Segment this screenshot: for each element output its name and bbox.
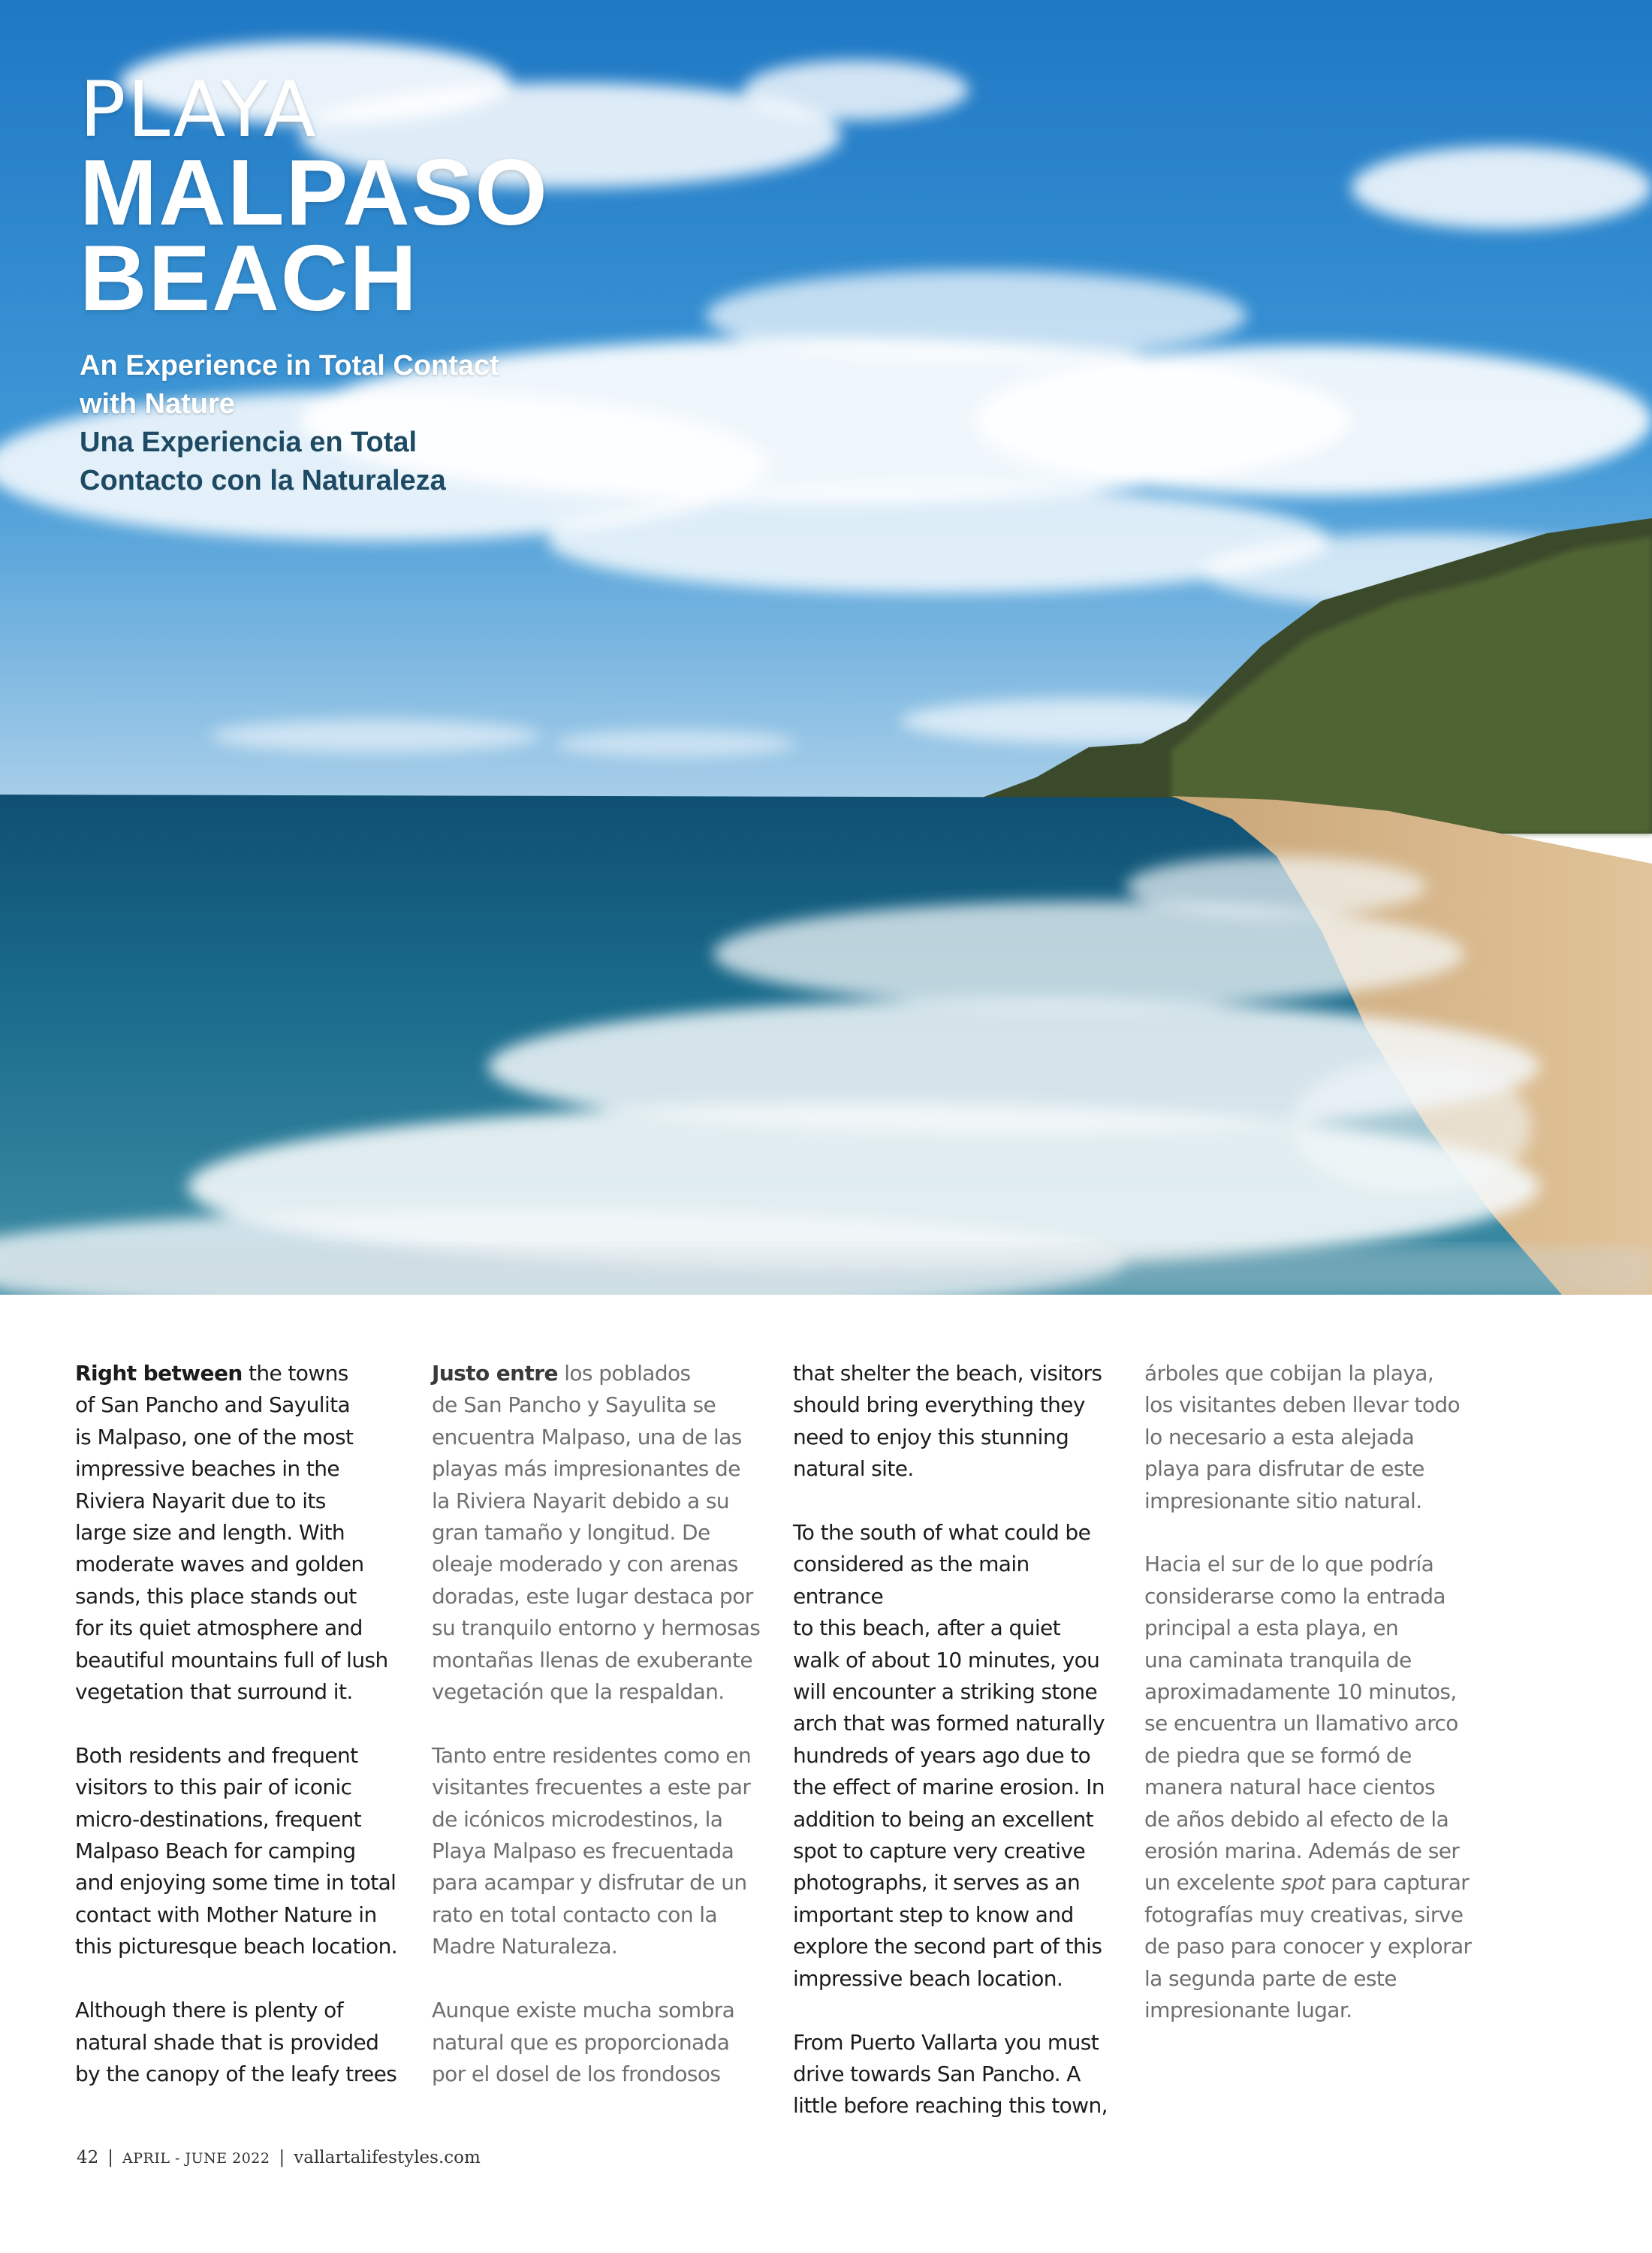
paragraph: Aunque existe mucha sombra natural que es proporcionada por el dosel de los frondosos: [432, 1998, 735, 2086]
english-column-2: [793, 1358, 1123, 2122]
paragraph: árboles que cobijan la playa, los visitantes deben llevar todo lo necesario a esta alejada playa para disfrutar de este impresionante sitio natural.: [1144, 1361, 1461, 1513]
paragraph: Both residents and frequent visitors to this pair of iconic micro-destinations, frequent Malpaso Beach for camping and enjoying some time in total contact with Mother Nature in this picturesque beach location.: [75, 1742, 398, 1959]
paragraph: [432, 1358, 762, 1708]
page-number: 42: [77, 2148, 99, 2167]
subtitle-es-line1: Una Experiencia en Total: [80, 427, 418, 458]
paragraph-text: Hacia el sur de lo que podría considerarse como la entrada principal a esta playa, en una caminata tranquila de aproximadamente 10 minutos, se encuentra un llamativo arco de piedra que se formó de manera natural hace cientos de años debido al efecto de la erosión marina. Además de ser un excelente: [1144, 1552, 1460, 1896]
spanish-column-1: [432, 1358, 762, 2090]
title-line-malpaso: MALPASO: [80, 141, 549, 245]
paragraph: [1144, 1549, 1475, 2026]
paragraph: Although there is plenty of natural shade that is provided by the canopy of the leafy trees: [75, 1998, 397, 2086]
italic-word: spot: [1280, 1870, 1325, 1896]
subtitle-es-line2: Contacto con la Naturaleza: [80, 465, 446, 496]
paragraph-text: the towns of San Pancho and Sayulita is Malpaso, one of the most impressive beaches in the Riviera Nayarit due to its large size and length. With moderate waves and golden sands, this place stands out for its quiet atmosphere and beautiful mountains full of lush vegetation that surround it.: [75, 1361, 388, 1705]
separator: |: [279, 2148, 285, 2167]
article-subtitle: [80, 347, 560, 500]
lead-in: Justo entre: [432, 1361, 558, 1386]
page-footer: [77, 2148, 481, 2167]
english-column-1: [75, 1358, 405, 2090]
paragraph: that shelter the beach, visitors should bring everything they need to enjoy this stunning natural site.: [793, 1361, 1102, 1482]
paragraph: To the south of what could be considered as the main entrance to this beach, after a quiet walk of about 10 minutes, you will encounter a striking stone arch that was formed naturally hundreds of years ago due to the effect of marine erosion. In addition to being an excellent spot to capture very creative photographs, it serves as an important step to know and explore the second part of this impressive beach location.: [793, 1520, 1105, 1991]
subtitle-en-line2: with Nature: [80, 388, 235, 420]
title-line-beach: BEACH: [80, 227, 418, 330]
paragraph: [75, 1358, 405, 1708]
paragraph-text: los poblados de San Pancho y Sayulita se encuentra Malpaso, una de las playas más impresionantes de la Riviera Nayarit debido a su gran tamaño y longitud. De oleaje moderado y con arenas doradas, este lugar destaca por su tranquilo entorno y hermosas montañas llenas de exuberante vegetación que la respaldan.: [432, 1361, 761, 1705]
subtitle-en-line1: An Experience in Total Contact: [80, 350, 499, 382]
spanish-column-2: [1144, 1358, 1475, 2027]
lead-in: Right between: [75, 1361, 243, 1386]
paragraph: Tanto entre residentes como en visitantes frecuentes a este par de icónicos microdestinos, la Playa Malpaso es frecuentada para acampar y disfrutar de un rato en total contacto con la Madre Naturaleza.: [432, 1742, 752, 1959]
title-line-playa: PLAYA: [80, 65, 318, 155]
separator: |: [107, 2148, 114, 2167]
paragraph: From Puerto Vallarta you must drive towards San Pancho. A little before reaching this town,: [793, 2029, 1108, 2119]
article-title: [80, 65, 549, 330]
website: vallartalifestyles.com: [294, 2148, 481, 2167]
issue-date: APRIL - JUNE 2022: [122, 2150, 270, 2167]
paragraph-text: para capturar fotografías muy creativas, sirve de paso para conocer y explorar la segunda parte de este impresionante lugar.: [1144, 1870, 1472, 2023]
